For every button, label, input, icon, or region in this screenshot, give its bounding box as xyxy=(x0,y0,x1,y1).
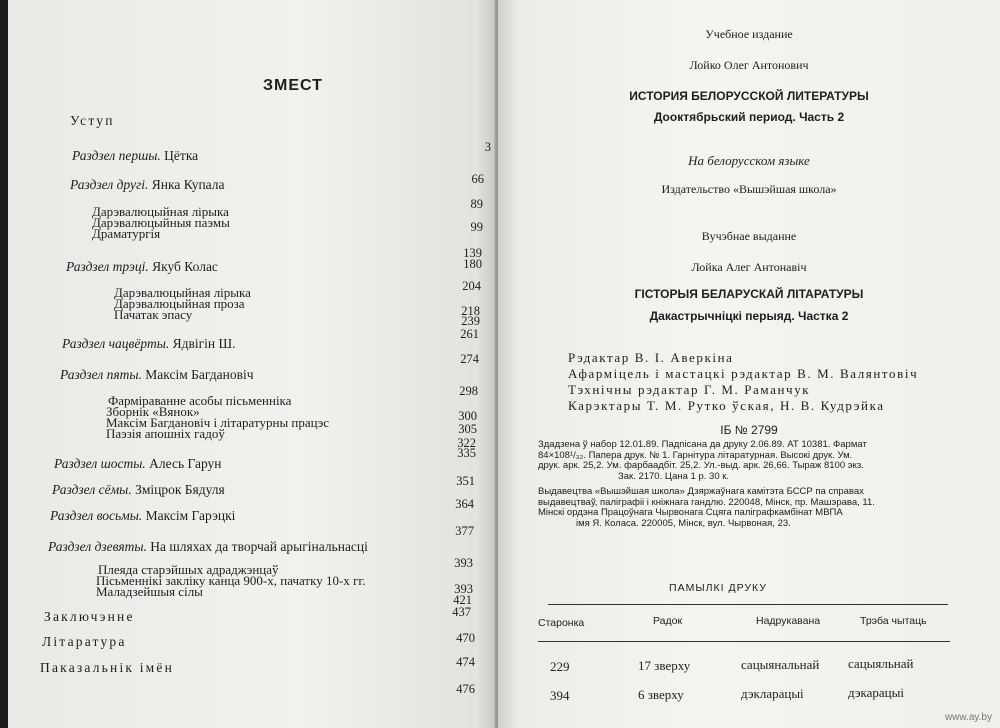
by-title: ГІСТОРЫЯ БЕЛАРУСКАЙ ЛІТАРАТУРЫ xyxy=(634,287,864,301)
publisher-line: Выдавецтва «Вышэйшая школа» Дзяржаўнага камітэта БССР па справах xyxy=(538,486,864,497)
toc-section-label xyxy=(62,336,235,352)
toc-page-number: 377 xyxy=(455,524,474,538)
toc-section-label xyxy=(50,508,235,524)
errata-cell: дэкларацыі xyxy=(741,686,804,701)
toc-page-number: 351 xyxy=(456,474,475,488)
print-line: 84×108¹/₃₂. Папера друк. № 1. Гарнітура літаратурная. Высокі друк. Ум. xyxy=(538,449,853,461)
toc-section-label xyxy=(70,177,225,193)
by-edition-type: Вучэбнае выданне xyxy=(701,229,797,243)
toc-section-number: Раздзел чацвёрты. xyxy=(62,336,170,351)
toc-subsection-label: Пісьменнікі заклiку канца 900-х, пачатку 10-х гг. xyxy=(96,573,366,588)
credit-line: Карэктары Т. М. Рутко ўская, Н. В. Кудрэйка xyxy=(568,398,885,413)
credit-line: Рэдактар В. І. Аверкіна xyxy=(568,350,734,365)
toc-page-number: 300 xyxy=(458,409,477,423)
errata-cell: сацыяльнай xyxy=(848,656,914,671)
toc-section-number: Раздзел першы. xyxy=(72,148,161,163)
publisher-details xyxy=(538,487,875,529)
toc-section-label xyxy=(60,367,254,383)
publisher-line: імя Я. Коласа. 220005, Мінск, вул. Чырвоная, 23. xyxy=(576,517,791,529)
toc-title: ЗМЕСТ xyxy=(263,77,323,94)
by-author: Лойка Алег Антонавіч xyxy=(691,260,807,274)
errata-cell: 229 xyxy=(550,659,570,674)
ru-subtitle: Дооктябрьский период. Часть 2 xyxy=(653,110,845,124)
toc-page-number: 305 xyxy=(458,422,477,436)
toc-section-label xyxy=(52,482,225,498)
credit-line: Тэхнічны рэдактар Г. М. Раманчук xyxy=(568,382,811,397)
ru-publisher: Издательство «Вышэйшая школа» xyxy=(661,182,837,196)
toc-section-label xyxy=(72,148,198,164)
errata-cell: 17 зверху xyxy=(638,658,691,673)
toc-section-author: Цётка xyxy=(160,148,199,163)
toc-section-label xyxy=(54,456,222,472)
errata-header-printed: Надрукавана xyxy=(756,615,821,627)
publisher-line: Мінскі ордэна Працоўнага Чырвонага Сцяга паліграфкамбінат МВПА xyxy=(538,507,843,518)
credit-line: Афармiцель і мастацкі рэдактар В. М. Валянтовіч xyxy=(568,366,919,381)
toc-section-number: Раздзел шосты. xyxy=(54,456,146,471)
print-line: друк. арк. 25,2. Ум. фарбаадбіт. 25,2. Ул.-выд. арк. 26,66. Тыраж 8100 экз. xyxy=(538,460,864,471)
toc-section-author: Зміцрок Бядуля xyxy=(131,482,225,497)
toc-page-number: 393 xyxy=(454,582,473,596)
toc-page-number: 364 xyxy=(455,497,474,511)
by-subtitle: Дакастрычніцкі перыяд. Частка 2 xyxy=(649,309,849,323)
errata-cell: сацыянальнай xyxy=(741,657,820,672)
print-details xyxy=(538,440,867,482)
print-line: Здадзена ў набор 12.01.89. Падпісана да друку 2.06.89. АТ 10381. Фармат xyxy=(538,439,867,450)
errata-header-page: Старонка xyxy=(538,617,585,629)
publisher-line: выдавецтваў, паліграфіі і кніжнага гандлю. 220048, Мінск, пр. Машэрава, 11. xyxy=(538,496,875,508)
toc-page-number: 470 xyxy=(456,631,475,645)
toc-page-number: 3 xyxy=(484,140,491,154)
toc-page-number: 180 xyxy=(463,257,482,271)
toc-page-number: 261 xyxy=(460,327,479,341)
errata-cell: 6 зверху xyxy=(638,687,684,702)
errata-header-correct: Трэба чытаць xyxy=(860,615,927,627)
toc-page-number: 298 xyxy=(459,384,478,398)
toc-section-number: Раздзел трэці. xyxy=(66,259,149,274)
ru-title: ИСТОРИЯ БЕЛОРУССКОЙ ЛИТЕРАТУРЫ xyxy=(629,89,869,103)
toc-subsection-label: Дарэвалюцыйныя паэмы xyxy=(92,215,230,230)
toc-section-author: Янка Купала xyxy=(148,177,225,192)
errata-rule-top xyxy=(548,604,948,605)
toc-page-number: 474 xyxy=(456,655,475,669)
errata-header-line: Радок xyxy=(653,615,683,627)
toc-closing-label: Паказальнік імён xyxy=(40,660,175,675)
toc-page-number: 393 xyxy=(454,556,473,570)
toc-subsection-label: Зборнік «Вянок» xyxy=(106,404,200,419)
toc-subsection-label: Дарэвалюцыйная лірыка xyxy=(114,285,251,300)
toc-closing-label: Заключэнне xyxy=(44,609,135,624)
toc-section-author: На шляхах да творчай арыгінальнасці xyxy=(146,539,368,554)
errata-cell: дэкарацыі xyxy=(848,685,904,700)
toc-page-number: 335 xyxy=(457,446,476,460)
toc-section-number: Раздзел другі. xyxy=(70,177,149,192)
toc-subsection-label: Фарміраванне асобы пісьменніка xyxy=(108,393,292,408)
toc-section-label xyxy=(48,539,368,555)
toc-page-number: 218 xyxy=(461,304,480,318)
toc-subsection-label: Драматургія xyxy=(92,226,161,241)
errata-title: ПАМЫЛКІ ДРУКУ xyxy=(669,582,767,594)
ru-edition-type: Учебное издание xyxy=(705,27,793,41)
toc-page-number: 66 xyxy=(471,172,484,186)
imprint-page xyxy=(498,0,1000,728)
credits-block xyxy=(568,350,918,414)
toc-section-author: Максім Гарэцкі xyxy=(142,508,236,523)
toc-page-number: 322 xyxy=(457,436,476,450)
toc-section-number: Раздзел сёмы. xyxy=(52,482,132,497)
toc-page-number: 204 xyxy=(462,279,481,293)
toc-section-author: Алесь Гарун xyxy=(145,456,222,471)
watermark: www.ay.by xyxy=(944,712,992,723)
errata-rule-header xyxy=(538,641,950,642)
toc-section-label xyxy=(66,259,218,275)
toc-page-number: 437 xyxy=(452,605,471,619)
toc-section-number: Раздзел дзевяты. xyxy=(48,539,147,554)
toc-subsection-label: Пачатак эпасу xyxy=(114,307,193,322)
toc-page xyxy=(8,0,496,728)
toc-intro-label: Уступ xyxy=(70,113,115,128)
toc-page-number: 89 xyxy=(470,197,483,211)
toc-section-number: Раздзел восьмы. xyxy=(50,508,143,523)
ru-language-note: На белорусском языке xyxy=(688,153,810,168)
toc-section-author: Ядвігін Ш. xyxy=(169,336,236,351)
toc-subsection-label: Дарэвалюцыйная проза xyxy=(114,296,245,311)
toc-page-number: 239 xyxy=(461,314,480,328)
toc-subsection-label: Максім Багдановіч і літаратурны працэс xyxy=(106,415,329,430)
toc-page-number: 274 xyxy=(460,352,479,366)
toc-closing-label: Літаратура xyxy=(42,634,127,649)
toc-section-author: Якуб Колас xyxy=(148,259,218,274)
toc-section-number: Раздзел пяты. xyxy=(60,367,142,382)
ib-number: ІБ № 2799 xyxy=(720,423,778,437)
print-line: Зак. 2170. Цана 1 р. 30 к. xyxy=(618,470,730,482)
ru-author: Лойко Олег Антонович xyxy=(689,58,809,72)
toc-subsection-label: Плеяда старэйшых адраджэнцаў xyxy=(98,562,279,577)
toc-page-number: 421 xyxy=(453,593,472,607)
toc-section-author: Максім Багдановіч xyxy=(141,367,254,382)
errata-cell: 394 xyxy=(550,688,570,703)
toc-page-number: 99 xyxy=(470,220,483,234)
toc-page-number: 476 xyxy=(456,682,475,696)
toc-page-number: 139 xyxy=(463,246,482,260)
toc-subsection-label: Дарэвалюцыйная лірыка xyxy=(92,204,229,219)
toc-subsection-label: Паэзія апошніх гадоў xyxy=(106,426,225,441)
toc-subsection-label: Маладзейшыя сілы xyxy=(96,584,203,599)
